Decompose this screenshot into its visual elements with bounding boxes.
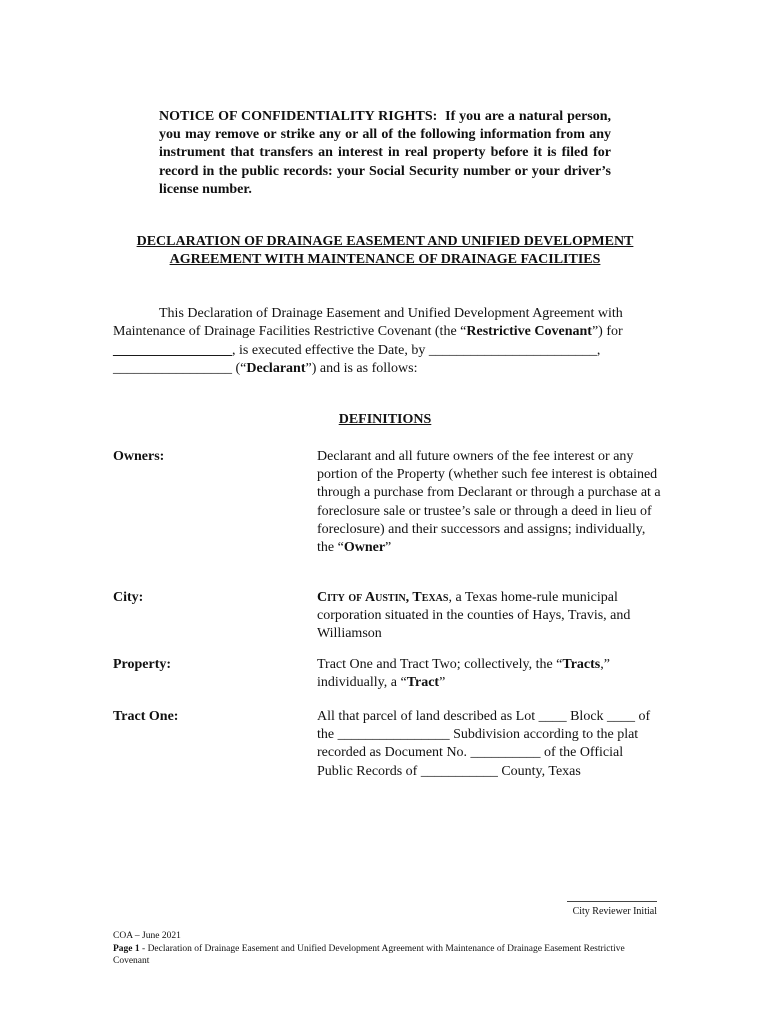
notice-body: If you are a natural person, you may remove or strike any or all of the following information from any instrument that transfers an interest in real property before it is filed for record in the public records: your Social Security number or your driver’s license number.	[159, 109, 612, 197]
intro-text-4: ”) and is as follows:	[305, 360, 418, 376]
owners-bold: Owner	[343, 540, 386, 556]
page-footer	[113, 930, 663, 967]
notice-lead: NOTICE OF CONFIDENTIALITY RIGHTS:	[159, 109, 438, 124]
intro-blank: _________________	[113, 342, 232, 358]
intro-text-2: ”) for	[591, 324, 623, 340]
definition-tract-one: All that parcel of land described as Lot ____ Block ____ of the ________________ Subdivision according to the plat recorded as Document No. __________ of the Official Public Records of ___________ County, Texas	[317, 709, 651, 779]
initial-line[interactable]	[567, 893, 657, 902]
city-reviewer-initial	[540, 893, 657, 917]
title-line-1: DECLARATION OF DRAINAGE EASEMENT AND UNIFIED DEVELOPMENT	[136, 234, 634, 249]
term-tract-one: Tract One:	[113, 709, 179, 724]
document-title	[110, 233, 660, 269]
owners-text: Declarant and all future owners of the fee interest or any portion of the Property (whether such fee interest is obtained through a purchase from Declarant or through a purchase at a foreclosure sale or trustee’s sale or through a deed in lieu of foreclosure) and their successors and assigns; individually, the “	[317, 449, 661, 556]
intro-bold-declarant: Declarant	[246, 360, 306, 376]
definition-city	[317, 589, 662, 644]
footer-description: - Declaration of Drainage Easement and Unified Development Agreement with Maintenance of Drainage Easement Restrictive Covenant	[113, 944, 625, 966]
footer-description-line	[113, 943, 663, 967]
city-text: , a Texas home-rule municipal corporation situated in the counties of Hays, Travis, and Williamson	[317, 590, 631, 642]
city-name: City of Austin, Texas	[317, 590, 449, 605]
definitions-heading: DEFINITIONS	[338, 412, 432, 427]
intro-text-1: This Declaration of Drainage Easement and Unified Development Agreement with Maintenance of Drainage Facilities Restrictive Covenant (the “	[113, 306, 623, 340]
title-line-2: AGREEMENT WITH MAINTENANCE OF DRAINAGE FACILITIES	[169, 252, 601, 267]
property-text-1: Tract One and Tract Two; collectively, the “	[317, 657, 563, 672]
reviewer-label: City Reviewer Initial	[572, 906, 657, 917]
footer-coa: COA – June 2021	[113, 931, 181, 941]
intro-paragraph	[113, 305, 658, 378]
property-end: ”	[439, 675, 446, 691]
property-bold-tract: Tract	[406, 675, 440, 691]
footer-page-label: Page 1	[113, 944, 140, 954]
definition-owners	[317, 448, 662, 557]
intro-bold-restrictive-covenant: Restrictive Covenant	[466, 324, 592, 340]
confidentiality-notice	[159, 108, 611, 199]
property-bold-tracts: Tracts	[562, 657, 601, 672]
term-owners: Owners:	[113, 449, 165, 464]
intro-text-3: , is executed effective the Date, by ________________________, _________________ (“	[113, 342, 601, 376]
definition-property	[317, 656, 662, 692]
owners-end: ”	[385, 540, 392, 556]
term-property: Property:	[113, 657, 172, 672]
property-text-2: ,” individually, a “	[317, 657, 610, 691]
term-city: City:	[113, 590, 144, 605]
